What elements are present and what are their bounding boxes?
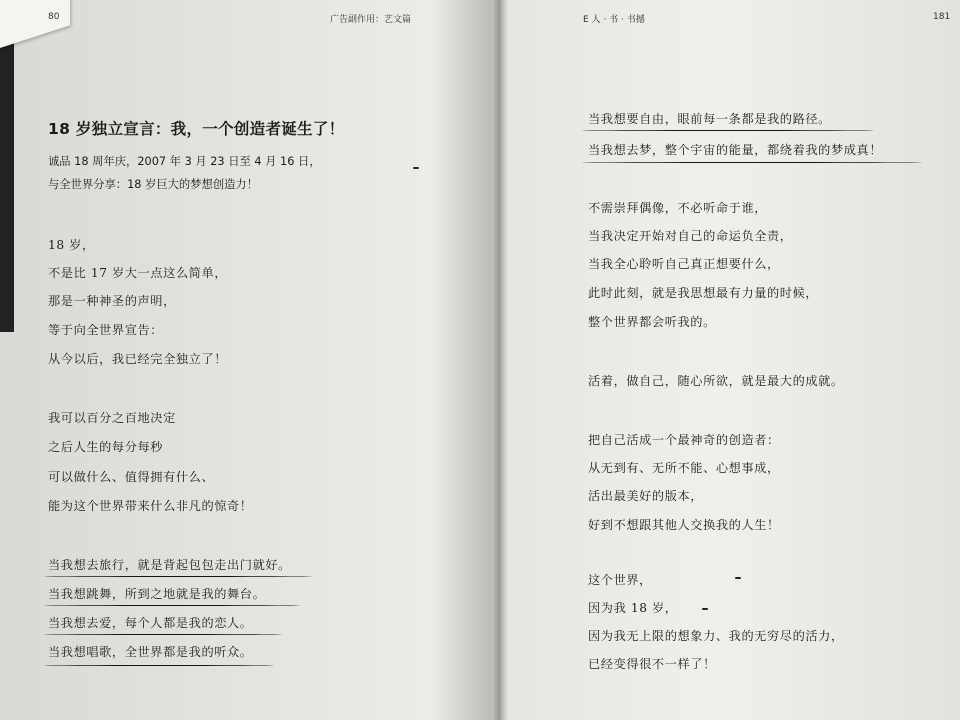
side-tab-strip [0, 42, 14, 332]
left-page-number: 80 [48, 12, 60, 22]
poem-line: 18 岁， [48, 238, 95, 252]
right-page-number: 181 [933, 12, 951, 22]
subtitle-line: 与全世界分享：18 岁巨大的梦想创造力！ [48, 178, 259, 191]
ink-mark [413, 167, 419, 169]
book-gutter [492, 0, 508, 720]
poem-line: 好到不想跟其他人交换我的人生！ [588, 518, 780, 532]
poem-line: 活出最美好的版本， [588, 489, 704, 503]
pen-underline [44, 665, 274, 666]
left-running-head: 广告副作用：艺文篇 [330, 15, 412, 25]
poem-line: 此时此刻，就是我思想最有力量的时候， [588, 286, 819, 300]
right-running-head: E 人 · 书 · 书撼 [583, 15, 645, 25]
pen-underline [582, 162, 922, 163]
ink-mark [702, 608, 708, 610]
poem-line: 把自己活成一个最神奇的创造者： [588, 433, 780, 447]
poem-line: 等于向全世界宣告： [48, 323, 164, 337]
poem-line: 之后人生的每分每秒 [48, 440, 164, 454]
poem-line: 不是比 17 岁大一点这么简单， [48, 266, 228, 280]
pen-underline [582, 130, 874, 131]
underlined-poem-line: 当我想唱歌，全世界都是我的听众。 [48, 645, 253, 659]
underlined-poem-line: 当我想要自由，眼前每一条都是我的路径。 [588, 112, 831, 126]
poem-line: 那是一种神圣的声明， [48, 294, 176, 308]
pen-underline [44, 576, 312, 577]
underlined-poem-line: 当我想去旅行，就是背起包包走出门就好。 [48, 558, 291, 572]
page-title: 18 岁独立宣言：我，一个创造者诞生了！ [48, 120, 345, 138]
poem-line: 活着，做自己，随心所欲，就是最大的成就。 [588, 374, 844, 388]
underlined-poem-line: 当我想去爱，每个人都是我的恋人。 [48, 616, 253, 630]
folded-paper-corner [0, 0, 70, 48]
poem-line: 当我决定开始对自己的命运负全责， [588, 229, 793, 243]
poem-line: 不需崇拜偶像，不必听命于谁， [588, 201, 768, 215]
poem-line: 我可以百分之百地决定 [48, 411, 176, 425]
poem-line: 这个世界， [588, 573, 652, 587]
poem-line: 当我全心聆听自己真正想要什么， [588, 257, 780, 271]
poem-line: 因为我无上限的想象力、我的无穷尽的活力， [588, 629, 844, 643]
poem-line: 从今以后，我已经完全独立了！ [48, 352, 228, 366]
underlined-poem-line: 当我想跳舞，所到之地就是我的舞台。 [48, 587, 266, 601]
underlined-poem-line: 当我想去梦，整个宇宙的能量，都绕着我的梦成真！ [588, 143, 883, 157]
poem-line: 因为我 18 岁， [588, 601, 678, 615]
poem-line: 整个世界都会听我的。 [588, 315, 716, 329]
poem-line: 已经变得很不一样了！ [588, 657, 716, 671]
subtitle-line: 诚品 18 周年庆，2007 年 3 月 23 日至 4 月 16 日， [48, 155, 321, 168]
poem-line: 从无到有、无所不能、心想事成， [588, 461, 780, 475]
poem-line: 能为这个世界带来什么非凡的惊奇！ [48, 499, 253, 513]
pen-underline [44, 605, 300, 606]
pen-underline [44, 634, 282, 635]
ink-mark [735, 577, 741, 579]
poem-line: 可以做什么、值得拥有什么、 [48, 470, 215, 484]
